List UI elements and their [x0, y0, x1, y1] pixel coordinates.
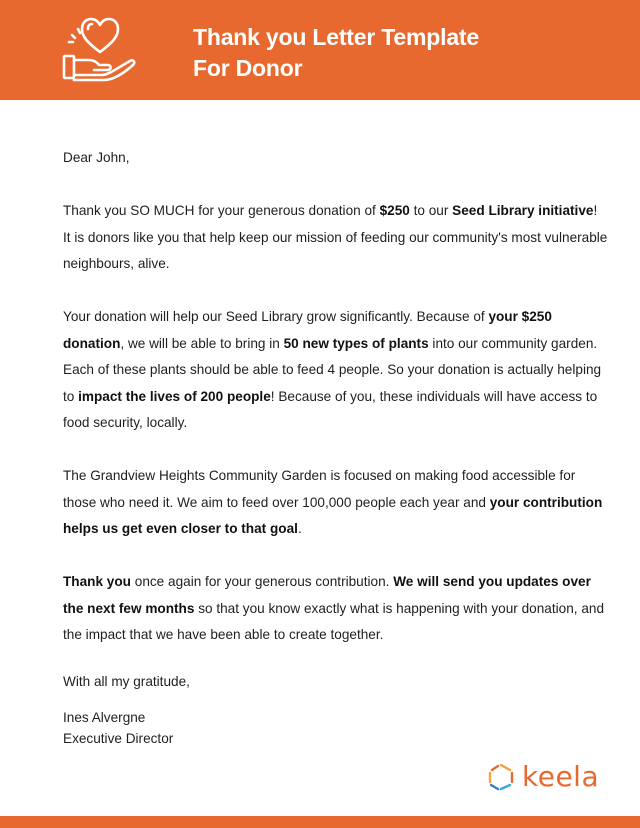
- p3-bold-contribution: your contribution helps us get even closer to that goal: [63, 494, 603, 536]
- p2-bold-lives: impact the lives of 200 people: [78, 388, 271, 404]
- p4-bold-updates: We will send you updates over the next few months: [63, 574, 591, 616]
- p4-text-2: so that you know exactly what is happening with your donation, and the impact that we have been able to create together.: [63, 600, 604, 642]
- paragraph-donation: [63, 198, 608, 278]
- paragraph-thanks: [63, 569, 608, 649]
- p1-text-2: to our: [409, 203, 453, 218]
- keela-logo: [486, 760, 599, 794]
- greeting: Dear John,: [63, 150, 130, 165]
- title-line-2: For Donor: [193, 55, 303, 81]
- p2-text-2: , we will be able to bring in: [120, 335, 284, 351]
- closing: With all my gratitude,: [63, 673, 190, 689]
- signer-name: Ines Alvergne: [63, 710, 146, 725]
- p2-bold-donation: your $250 donation: [63, 309, 552, 351]
- page-title: [193, 22, 479, 84]
- paragraph-mission: [63, 463, 608, 543]
- signer-title: Executive Director: [63, 731, 174, 746]
- p1-text-3: ! It is donors like you that help keep our mission of feeding our community's most vulnerable neighbours, alive.: [63, 203, 608, 271]
- letter-body: [63, 145, 608, 749]
- p2-text-4: ! Because of you, these individuals will have access to food security, locally.: [63, 388, 598, 430]
- header-banner: [0, 0, 640, 100]
- p1-bold-initiative: Seed Library initiative: [452, 203, 594, 218]
- p2-bold-plants: 50 new types of plants: [283, 335, 429, 351]
- p4-text-1: once again for your generous contribution.: [130, 574, 394, 589]
- footer-bar: [0, 816, 640, 828]
- paragraph-impact: [63, 304, 608, 437]
- p1-bold-amount: $250: [379, 203, 410, 218]
- title-line-1: Thank you Letter Template: [193, 24, 479, 50]
- p3-text-2: .: [297, 521, 302, 536]
- p3-text-1: The Grandview Heights Community Garden is focused on making food accessible for those who need it. We aim to feed over 100,000 people each year and: [63, 468, 576, 510]
- keela-logo-text: keela: [522, 760, 600, 793]
- heart-hand-icon: [58, 12, 142, 84]
- p1-text-1: Thank you SO MUCH for your generous donation of: [63, 203, 380, 218]
- p4-bold-thanks: Thank you: [63, 574, 131, 589]
- p2-text-1: Your donation will help our Seed Library grow significantly. Because of: [63, 309, 489, 324]
- keela-logo-icon: [486, 762, 516, 792]
- p2-text-3: into our community garden. Each of these plants should be able to feed 4 people. So your donation is actually helping to: [63, 335, 602, 404]
